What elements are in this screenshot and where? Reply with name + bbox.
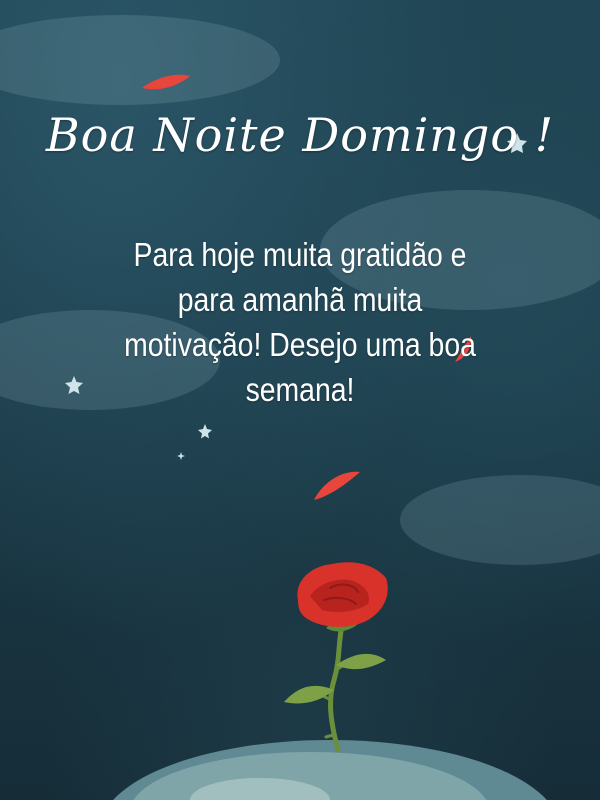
petal-icon <box>314 472 360 500</box>
rose-leaf <box>336 654 386 669</box>
greeting-title: Boa Noite Domingo ! <box>45 108 555 162</box>
star-icon <box>198 424 212 439</box>
greeting-message: Para hoje muita gratidão e para amanhã muita motivação! Desejo uma boa semana! <box>124 236 476 408</box>
star-icon <box>177 452 185 460</box>
rose-leaf <box>284 686 334 704</box>
planet <box>100 740 560 800</box>
rose <box>284 562 388 750</box>
rose-stem <box>331 625 342 750</box>
